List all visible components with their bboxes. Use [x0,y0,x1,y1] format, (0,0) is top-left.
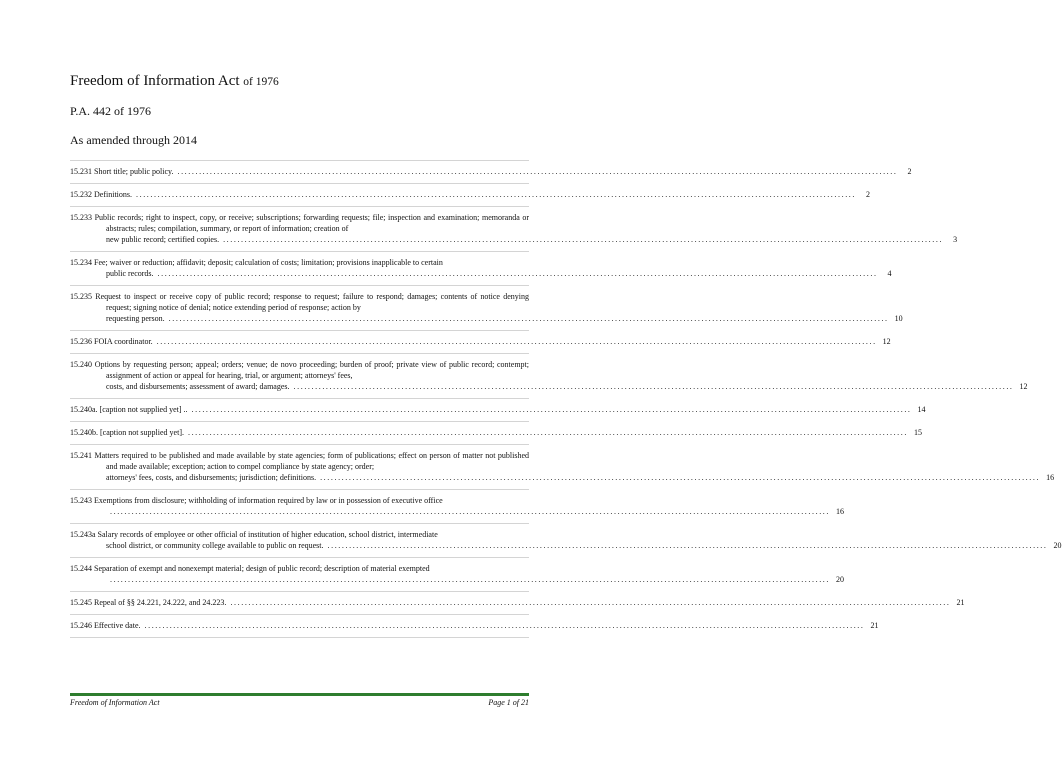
toc-entry-text: 15.235 Request to inspect or receive copy of public record; response to request; failure to respond; damages; contents of notice denying request; signing notice of denial; notice extending period of response; action by [70,292,529,312]
toc-entry-text: 15.241 Matters required to be published and made available by state agencies; form of publications; effect on person of matter not published and made available; exception; action to compel compliance by state agency; order; [70,451,529,471]
toc-entry-line [70,506,844,517]
footer-rule [70,693,529,696]
toc-entry[interactable] [70,399,926,421]
page-number: Page 1 of 21 [488,698,529,707]
title-main: Freedom of Information Act [70,73,240,89]
toc-entry-line [70,381,1028,392]
public-act-number: P.A. 442 of 1976 [70,104,152,118]
toc-entry[interactable] [70,354,1028,398]
toc-page-number: 16 [836,507,844,516]
toc-entry[interactable] [70,207,958,251]
toc-leader-dots: ........................................................................................................................................................................................................ [156,337,877,346]
toc-leader-dots: ........................................................................................................................................................................................................ [293,382,1014,391]
toc-leader-dots: ........................................................................................................................................................................................................ [327,541,1048,550]
toc-leader-dots: ........................................................................................................................................................................................................ [110,507,830,516]
toc-leader-dots: ........................................................................................................................................................................................................ [136,190,856,199]
toc-page-number: 16 [1046,473,1055,482]
toc-page-number: 21 [956,598,965,607]
toc-entry-line [70,268,892,279]
toc-entry-label: requesting person. [106,314,165,323]
toc-entry[interactable] [70,331,891,353]
toc-page-number: 12 [882,337,891,346]
toc-entry-label: 15.240a. [caption not supplied yet] .. [70,405,188,414]
toc-entry-line [70,472,1055,483]
toc-entry-label: 15.236 FOIA coordinator. [70,337,153,346]
toc-leader-dots: ........................................................................................................................................................................................................ [191,405,912,414]
toc-page-number: 15 [913,428,922,437]
table-of-contents [70,160,1062,638]
toc-entry-line [70,166,912,177]
title-suffix: of 1976 [243,76,279,88]
toc-entry[interactable] [70,252,892,285]
toc-entry-line [70,336,891,347]
toc-page-number: 12 [1019,382,1028,391]
toc-entry-line [70,540,1062,551]
toc-entry[interactable] [70,524,1062,557]
toc-entry-line [70,427,922,438]
toc-page-number: 21 [870,621,879,630]
toc-entry-label: 15.240b. [caption not supplied yet]. [70,428,184,437]
toc-entry[interactable] [70,615,879,637]
toc-entry-line [70,574,844,585]
toc-entry[interactable] [70,286,903,330]
toc-leader-dots: ........................................................................................................................................................................................................ [187,428,908,437]
toc-entry-text: 15.243a Salary records of employee or other official of institution of higher education, school district, intermediate [70,530,438,539]
toc-entry[interactable] [70,445,1055,489]
toc-entry-label: 15.245 Repeal of §§ 24.221, 24.222, and 24.223. [70,598,227,607]
toc-entry-label: new public record; certified copies. [106,235,220,244]
toc-entry[interactable] [70,161,912,183]
toc-leader-dots: ........................................................................................................................................................................................................ [320,473,1041,482]
toc-leader-dots: ........................................................................................................................................................................................................ [177,167,898,176]
toc-entry-label: 15.232 Definitions. [70,190,132,199]
toc-page-number: 3 [953,235,958,244]
toc-entry-label: costs, and disbursements; assessment of award; damages. [106,382,290,391]
toc-separator [70,637,529,638]
toc-entry-label: public records. [106,269,154,278]
toc-entry[interactable] [70,184,870,206]
amended-note: As amended through 2014 [70,133,197,147]
toc-entry-line [70,597,965,608]
toc-leader-dots: ........................................................................................................................................................................................................ [223,235,944,244]
toc-entry-text: 15.233 Public records; right to inspect, copy, or receive; subscriptions; forwarding requests; file; inspection and examination; memoranda or abstracts; rules; compilation, summary, or report of information; creation of [70,213,529,233]
toc-page-number: 14 [917,405,926,414]
toc-entry[interactable] [70,592,965,614]
toc-entry-text: 15.243 Exemptions from disclosure; withholding of information required by law or in possession of executive office [70,496,443,505]
toc-entry-label: attorneys' fees, costs, and disbursements; jurisdiction; definitions. [106,473,317,482]
toc-entry-line [70,620,879,631]
toc-entry-label: school district, or community college available to public on request. [106,541,324,550]
footer-title: Freedom of Information Act [70,698,160,707]
toc-entry-line [70,313,903,324]
toc-leader-dots: ........................................................................................................................................................................................................ [168,314,889,323]
toc-entry-line [70,189,870,200]
document-title [70,73,279,90]
toc-entry-label: 15.246 Effective date. [70,621,141,630]
toc-entry-text: 15.244 Separation of exempt and nonexempt material; design of public record; description of material exempted [70,564,430,573]
toc-page-number: 20 [1053,541,1062,550]
toc-page-number: 2 [907,167,912,176]
toc-entry-line [70,234,958,245]
toc-leader-dots: ........................................................................................................................................................................................................ [110,575,830,584]
toc-leader-dots: ........................................................................................................................................................................................................ [230,598,951,607]
toc-page-number: 10 [894,314,903,323]
toc-leader-dots: ........................................................................................................................................................................................................ [157,269,878,278]
toc-entry-label: 15.231 Short title; public policy. [70,167,174,176]
toc-page-number: 4 [887,269,892,278]
toc-page-number: 2 [866,190,870,199]
toc-entry[interactable] [70,490,844,523]
toc-leader-dots: ........................................................................................................................................................................................................ [144,621,865,630]
toc-entry[interactable] [70,558,844,591]
toc-page-number: 20 [836,575,844,584]
toc-entry-text: 15.240 Options by requesting person; appeal; orders; venue; de novo proceeding; burden of proof; private view of public record; contempt; assignment of action or appeal for hearing, trial, or argument; attorneys' fees, [70,360,529,380]
toc-entry[interactable] [70,422,922,444]
toc-entry-line [70,404,926,415]
toc-entry-text: 15.234 Fee; waiver or reduction; affidavit; deposit; calculation of costs; limitation; provisions inapplicable to certain [70,258,443,267]
